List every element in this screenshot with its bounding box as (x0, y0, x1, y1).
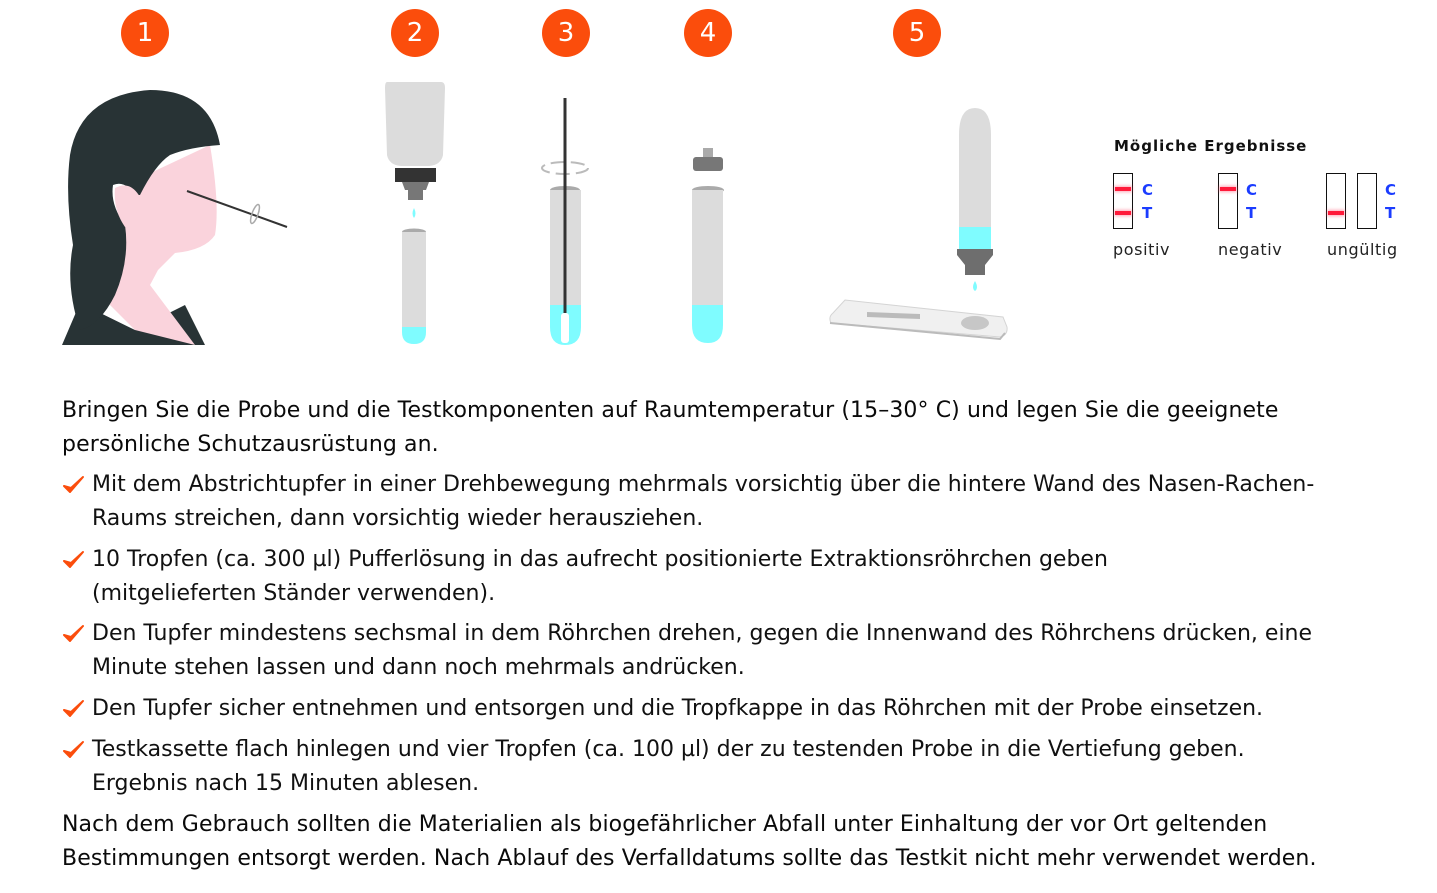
test-line (1328, 211, 1344, 215)
control-line (1220, 187, 1236, 191)
intro-line-2: persönliche Schutzausrüstung an. (62, 432, 439, 457)
step-2-line-2: (mitgelieferten Ständer verwenden). (92, 581, 496, 606)
result-label-negative: negativ (1218, 240, 1283, 259)
outro-line-1: Nach dem Gebrauch sollten die Materialien als biogefährlicher Abfall unter Einhaltung der vor Ort geltenden (62, 812, 1268, 837)
control-line (1115, 187, 1131, 191)
c-label: C (1142, 181, 1154, 199)
intro-line-1: Bringen Sie die Probe und die Testkomponenten auf Raumtemperatur (15–30° C) und legen Sie die geeignete (62, 398, 1279, 423)
step-4-line-1: Den Tupfer sicher entnehmen und entsorgen und die Tropfkappe in das Röhrchen mit der Probe einsetzen. (92, 696, 1264, 721)
check-icon (62, 623, 86, 645)
step-1-badge: 1 (121, 9, 169, 57)
t-label: T (1246, 204, 1257, 222)
step-4-cap-tube-illustration (688, 145, 733, 350)
step-4-badge: 4 (684, 9, 732, 57)
step-2-badge: 2 (391, 9, 439, 57)
step-1-head-swab-illustration (55, 85, 295, 350)
step-5-line-1: Testkassette flach hinlegen und vier Tropfen (ca. 100 µl) der zu testenden Probe in die Vertiefung geben. (92, 737, 1245, 762)
check-icon (62, 698, 86, 720)
result-strip-invalid-a (1326, 173, 1346, 229)
step-2-buffer-bottle-illustration (383, 80, 448, 348)
step-3-line-2: Minute stehen lassen und dann noch mehrmals andrücken. (92, 655, 745, 680)
results-title: Mögliche Ergebnisse (1114, 137, 1308, 155)
step-3-line-1: Den Tupfer mindestens sechsmal in dem Röhrchen drehen, gegen die Innenwand des Röhrchens drücken, eine (92, 621, 1313, 646)
result-label-invalid: ungültig (1327, 240, 1398, 259)
check-icon (62, 549, 86, 571)
step-3-badge: 3 (542, 9, 590, 57)
outro-line-2: Bestimmungen entsorgt werden. Nach Ablauf des Verfalldatums sollte das Testkit nicht mehr verwendet werden. (62, 846, 1317, 871)
c-label: C (1246, 181, 1258, 199)
result-strip-negative (1218, 173, 1238, 229)
check-icon (62, 474, 86, 496)
step-2-line-1: 10 Tropfen (ca. 300 µl) Pufferlösung in das aufrecht positionierte Extraktionsröhrchen geben (92, 547, 1108, 572)
outro-paragraph (62, 808, 1392, 876)
result-label-positive: positiv (1113, 240, 1171, 259)
intro-paragraph (62, 394, 1392, 462)
step-3-rotate-swab-illustration (538, 95, 593, 350)
c-label: C (1385, 181, 1397, 199)
step-1-line-2: Raums streichen, dann vorsichtig wieder herausziehen. (92, 506, 704, 531)
step-5-cassette-drop-illustration (825, 105, 1015, 350)
step-1-line-1: Mit dem Abstrichtupfer in einer Drehbewegung mehrmals vorsichtig über die hintere Wand des Nasen-Rachen- (92, 472, 1315, 497)
result-strip-positive (1113, 173, 1133, 229)
step-5-badge: 5 (893, 9, 941, 57)
t-label: T (1385, 204, 1396, 222)
t-label: T (1142, 204, 1153, 222)
result-strip-invalid-b (1357, 173, 1377, 229)
step-5-line-2: Ergebnis nach 15 Minuten ablesen. (92, 771, 480, 796)
check-icon (62, 739, 86, 761)
test-line (1115, 211, 1131, 215)
